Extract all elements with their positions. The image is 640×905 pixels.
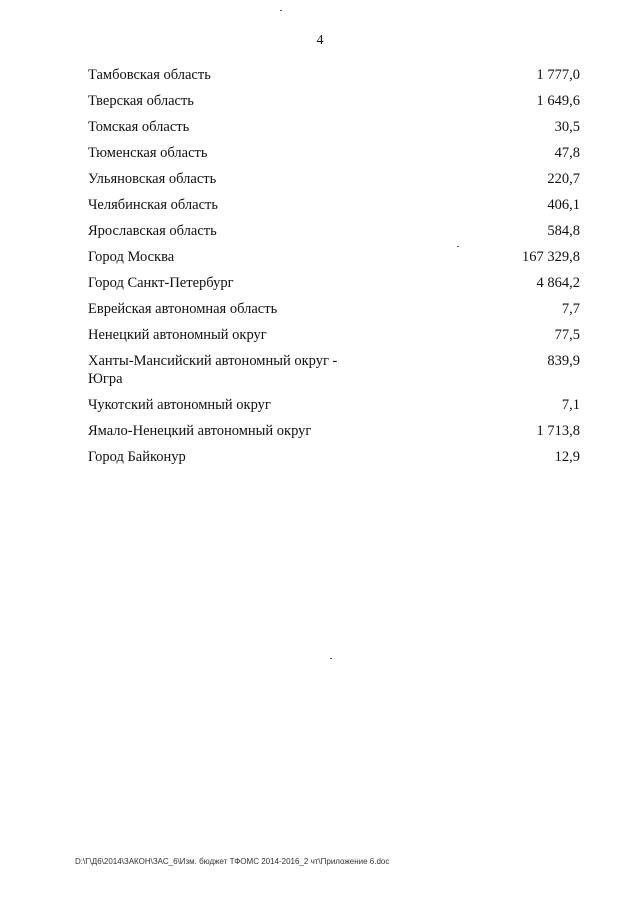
amount-value: 584,8 [547, 223, 580, 239]
region-name: Еврейская автономная область [88, 301, 278, 317]
amount-value: 30,5 [554, 119, 580, 135]
amount-value: 167 329,8 [522, 249, 580, 265]
table-row [88, 118, 580, 136]
table-row [88, 144, 580, 162]
region-name: Ульяновская область [88, 171, 217, 187]
table-row [88, 196, 580, 214]
subsidy-table [88, 66, 580, 474]
table-row [88, 248, 580, 266]
region-name: Ненецкий автономный округ [88, 327, 267, 343]
amount-value: 12,9 [554, 449, 580, 465]
amount-value: 7,7 [561, 301, 580, 317]
amount-value: 1 713,8 [536, 423, 580, 439]
table-row [88, 422, 580, 440]
table-row [88, 92, 580, 110]
region-name: Тамбовская область [88, 67, 211, 83]
region-name: Тюменская область [88, 145, 208, 161]
table-row [88, 352, 580, 388]
region-name: Тверская область [88, 93, 194, 109]
table-row [88, 300, 580, 318]
scan-speck [330, 658, 332, 659]
region-name: Чукотский автономный округ [88, 397, 271, 413]
table-row [88, 448, 580, 466]
amount-value: 7,1 [561, 397, 580, 413]
file-path-footer: D:\Г\Д6\2014\ЗАКОН\ЗАС_6\Изм. бюджет ТФОМС 2014-2016_2 чт\Приложение 6.doc [75, 857, 390, 866]
region-name: Томская область [88, 119, 190, 135]
scan-speck [457, 246, 459, 247]
table-row [88, 170, 580, 188]
scan-speck [280, 10, 282, 11]
table-row [88, 396, 580, 414]
region-name: Ярославская область [88, 223, 217, 239]
table-row [88, 66, 580, 84]
table-row [88, 222, 580, 240]
region-name: Ямало-Ненецкий автономный округ [88, 423, 312, 439]
region-name: Ханты-Мансийский автономный округ - Югра [88, 353, 338, 387]
table-row [88, 274, 580, 292]
amount-value: 4 864,2 [536, 275, 580, 291]
region-name: Челябинская область [88, 197, 218, 213]
amount-value: 1 777,0 [536, 67, 580, 83]
amount-value: 406,1 [547, 197, 580, 213]
amount-value: 47,8 [554, 145, 580, 161]
page-number: 4 [316, 33, 324, 48]
amount-value: 1 649,6 [536, 93, 580, 109]
region-name: Город Москва [88, 249, 175, 265]
table-row [88, 326, 580, 344]
region-name: Город Байконур [88, 449, 186, 465]
amount-value: 77,5 [554, 327, 580, 343]
amount-value: 220,7 [547, 171, 580, 187]
amount-value: 839,9 [547, 353, 580, 369]
region-name: Город Санкт-Петербург [88, 275, 234, 291]
